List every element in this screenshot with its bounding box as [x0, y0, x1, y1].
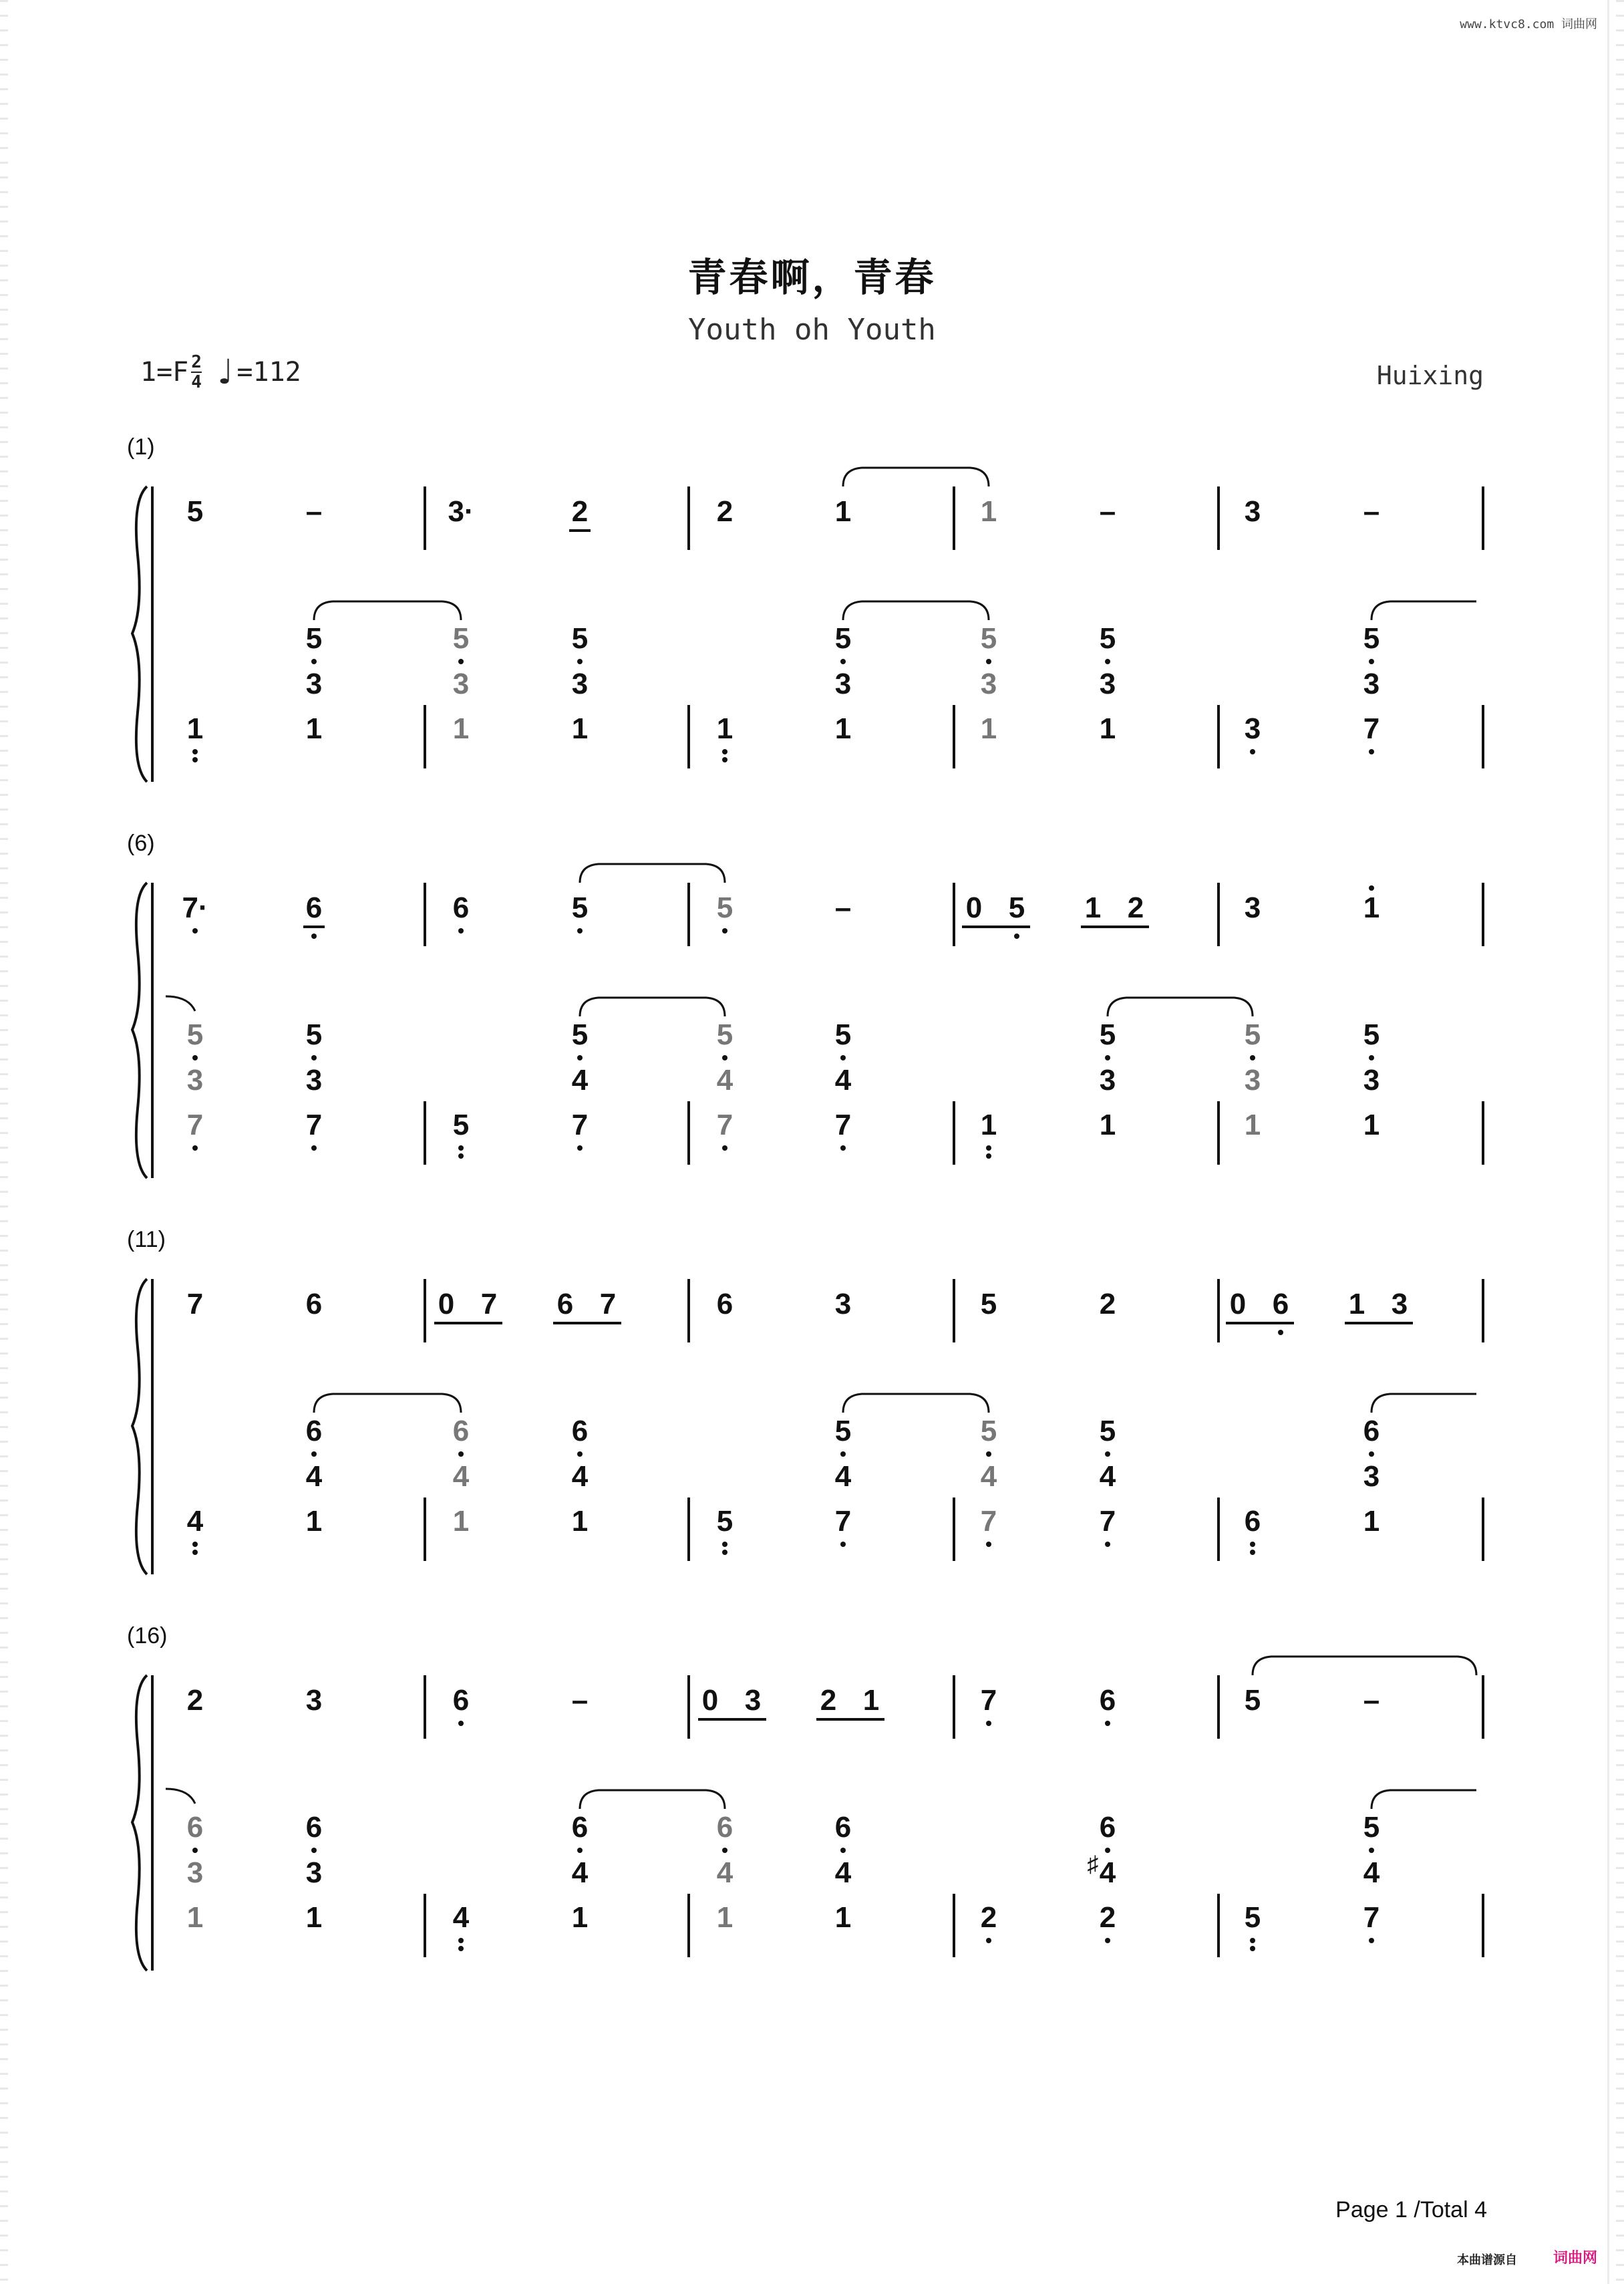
quarter-note-icon: ♩: [213, 351, 236, 393]
chord-note-lower: 4: [571, 1460, 589, 1493]
chord-tie: [580, 998, 725, 1016]
grand-staff-brace: [132, 1279, 147, 1574]
octave-below-dot: [1014, 934, 1019, 939]
chord-note-upper: 5: [305, 622, 323, 655]
chord-note-upper: 5: [1363, 1811, 1380, 1844]
melody-note: 6: [716, 1288, 734, 1320]
octave-below-dot: [986, 1721, 991, 1726]
bass-note: 7: [186, 1109, 204, 1141]
chord-note-upper: 6: [305, 1811, 323, 1844]
octave-below-dot: [577, 1145, 583, 1151]
chord-note-lower: 4: [571, 1856, 589, 1889]
bass-note: 1: [834, 1901, 852, 1934]
chord-note-upper: 5: [1363, 1018, 1380, 1051]
chord-tie: [314, 601, 461, 620]
chord-dot: [1369, 1055, 1374, 1060]
chord-dot: [1369, 1451, 1374, 1457]
chord-note-lower: 4: [305, 1460, 323, 1493]
melody-note: 0: [701, 1684, 719, 1717]
bass-note: 1: [834, 712, 852, 745]
chord-dot: [311, 1055, 317, 1060]
octave-below-dot: [1105, 1938, 1110, 1943]
chord-note-upper: 6: [1363, 1415, 1380, 1447]
bass-note: 1: [716, 1901, 734, 1934]
chord-dot: [986, 659, 991, 664]
chord-note-lower: 3: [1099, 668, 1116, 700]
melody-note: 2: [820, 1684, 837, 1717]
melody-note: 1: [980, 495, 997, 528]
octave-below-dot: [840, 1145, 846, 1151]
bass-note: 1: [452, 712, 470, 745]
octave-below-dot: [311, 934, 317, 939]
octave-below-dot: [458, 928, 464, 934]
octave-below-dot: [722, 1145, 727, 1151]
chord-note-lower: 3: [571, 668, 589, 700]
bass-note: 7: [1363, 712, 1380, 745]
melody-note: 0: [965, 891, 983, 924]
chord-note-lower: 4: [980, 1460, 997, 1493]
chord-note-lower: 3: [305, 1064, 323, 1097]
chord-tie: [314, 1394, 461, 1413]
bass-note: 3: [1244, 712, 1261, 745]
melody-note: 5: [1008, 891, 1025, 924]
chord-note-upper: 5: [571, 1018, 589, 1051]
melody-note: 2: [716, 495, 734, 528]
grand-staff-brace: [132, 486, 147, 782]
chord-note-upper: 5: [716, 1018, 734, 1051]
chord-dot: [458, 1451, 464, 1457]
octave-below-dot: [722, 928, 727, 934]
chord-dot: [311, 1848, 317, 1853]
brand-logo: 词曲网: [1553, 2249, 1597, 2266]
chord-note-upper: 5: [1244, 1018, 1261, 1051]
melody-tie: [1253, 1657, 1476, 1675]
melody-note: 6: [1272, 1288, 1289, 1320]
chord-dot: [1105, 1451, 1110, 1457]
melody-note: 3: [744, 1684, 762, 1717]
bass-note: 7: [980, 1505, 997, 1538]
bass-note: 7: [834, 1109, 852, 1141]
melody-note: 7: [980, 1684, 997, 1717]
chord-note-lower: 4: [571, 1064, 589, 1097]
chord-dot: [1105, 1055, 1110, 1060]
bass-note: 1: [571, 1505, 589, 1538]
chord-dot: [311, 659, 317, 664]
melody-note: 3: [305, 1684, 323, 1717]
melody-note: 0: [438, 1288, 455, 1320]
composer: Huixing: [1376, 361, 1484, 390]
melody-note: 5: [716, 891, 734, 924]
octave-below-dot: [577, 928, 583, 934]
melody-note: 7: [599, 1288, 617, 1320]
chord-note-lower: 4: [1099, 1460, 1116, 1493]
chord-dot: [192, 1848, 198, 1853]
octave-below-dot: [722, 1550, 727, 1555]
chord-tie-open: [1371, 1394, 1476, 1413]
bass-note: 5: [716, 1505, 734, 1538]
octave-below-dot: [1250, 1938, 1255, 1943]
chord-tie-open: [1371, 1790, 1476, 1809]
chord-dot: [577, 1055, 583, 1060]
bass-note: 4: [452, 1901, 470, 1934]
chord-note-lower: 4: [452, 1460, 470, 1493]
chord-note-lower: 3: [186, 1064, 204, 1097]
chord-note-upper: 6: [305, 1415, 323, 1447]
bass-note: 7: [1099, 1505, 1116, 1538]
bass-note: 1: [186, 1901, 204, 1934]
melody-note: 6: [305, 891, 323, 924]
chord-note-upper: 5: [1099, 1018, 1116, 1051]
chord-note-upper: 6: [571, 1415, 589, 1447]
chord-note-upper: 6: [834, 1811, 852, 1844]
bass-note: 7: [305, 1109, 323, 1141]
chord-dot: [722, 1055, 727, 1060]
chord-dot: [722, 1848, 727, 1853]
chord-note-upper: 5: [1099, 1415, 1116, 1447]
melody-note: 5: [186, 495, 204, 528]
chord-dot: [1105, 659, 1110, 664]
bass-note: 1: [980, 712, 997, 745]
grand-staff-brace: [132, 1675, 147, 1971]
melody-note: 6: [452, 1684, 470, 1717]
bass-note: 7: [1363, 1901, 1380, 1934]
melody-note: 5: [1244, 1684, 1261, 1717]
bass-note: 1: [571, 1901, 589, 1934]
bass-note: 1: [1099, 1109, 1116, 1141]
chord-dot: [1369, 1848, 1374, 1853]
octave-below-dot: [458, 1946, 464, 1951]
melody-note: –: [571, 1684, 589, 1717]
octave-below-dot: [1250, 1946, 1255, 1951]
octave-below-dot: [1369, 1938, 1374, 1943]
chord-tie: [843, 1394, 989, 1413]
octave-below-dot: [1105, 1542, 1110, 1547]
bass-note: 1: [186, 712, 204, 745]
bass-note: 1: [305, 1901, 323, 1934]
chord-dot: [458, 659, 464, 664]
chord-dot: [311, 1451, 317, 1457]
octave-below-dot: [458, 1721, 464, 1726]
octave-below-dot: [1250, 749, 1255, 754]
octave-below-dot: [1278, 1330, 1283, 1335]
bass-note: 1: [1363, 1505, 1380, 1538]
bass-note: 2: [980, 1901, 997, 1934]
measure-number: (6): [127, 831, 155, 856]
melody-note: 6: [452, 891, 470, 924]
melody-note: –: [1099, 495, 1116, 528]
octave-below-dot: [1250, 1550, 1255, 1555]
melody-note: 2: [186, 1684, 204, 1717]
melody-note: 5: [980, 1288, 997, 1320]
octave-below-dot: [458, 1145, 464, 1151]
octave-below-dot: [1369, 749, 1374, 754]
octave-below-dot: [722, 757, 727, 762]
chord-note-upper: 5: [571, 622, 589, 655]
octave-above-dot: [1369, 885, 1374, 891]
song-subtitle: Youth oh Youth: [688, 313, 936, 347]
chord-note-upper: 6: [571, 1811, 589, 1844]
bass-note: 1: [305, 1505, 323, 1538]
melody-note: 1: [834, 495, 852, 528]
octave-below-dot: [192, 1542, 198, 1547]
melody-note: 1: [1084, 891, 1102, 924]
bass-note: 4: [186, 1505, 204, 1538]
chord-tie: [843, 601, 989, 620]
chord-note-upper: 5: [1099, 622, 1116, 655]
site-watermark: www.ktvc8.com 词曲网: [1460, 17, 1597, 31]
melody-tie: [580, 864, 725, 883]
melody-note: 0: [1229, 1288, 1247, 1320]
chord-dot: [840, 659, 846, 664]
octave-below-dot: [458, 1938, 464, 1943]
chord-tie-open: [1371, 601, 1476, 620]
chord-note-upper: 6: [1099, 1811, 1116, 1844]
melody-note: 3: [1244, 495, 1261, 528]
melody-note: –: [1363, 1684, 1380, 1717]
chord-note-upper: 5: [186, 1018, 204, 1051]
song-title: 青春啊，青春: [687, 255, 937, 300]
bass-note: 1: [716, 712, 734, 745]
melody-note: –: [1363, 495, 1380, 528]
melody-note: 3: [1244, 891, 1261, 924]
chord-tie-continued: [166, 1789, 195, 1804]
melody-note: 6: [1099, 1684, 1116, 1717]
octave-below-dot: [192, 749, 198, 754]
melody-note: 7: [186, 1288, 204, 1320]
chord-note-lower: 4: [834, 1460, 852, 1493]
chord-dot: [192, 1055, 198, 1060]
chord-tie-continued: [166, 996, 195, 1011]
melody-note: 2: [1099, 1288, 1116, 1320]
bass-note: 5: [1244, 1901, 1261, 1934]
chord-note-lower: 3: [1363, 668, 1380, 700]
melody-tie: [843, 468, 989, 486]
octave-below-dot: [192, 928, 198, 934]
melody-note: 7: [480, 1288, 498, 1320]
tempo: =112: [236, 356, 301, 388]
melody-note: 2: [571, 495, 589, 528]
octave-below-dot: [722, 1542, 727, 1547]
melody-note: 3·: [448, 495, 474, 528]
octave-below-dot: [1250, 1542, 1255, 1547]
octave-below-dot: [192, 757, 198, 762]
chord-note-upper: 5: [980, 622, 997, 655]
chord-dot: [577, 1451, 583, 1457]
chord-note-lower: 3: [1363, 1460, 1380, 1493]
bass-note: 6: [1244, 1505, 1261, 1538]
melody-note: 7·: [182, 891, 208, 924]
chord-note-lower: 3: [452, 668, 470, 700]
melody-note: 1: [862, 1684, 880, 1717]
melody-note: 6: [556, 1288, 574, 1320]
bass-note: 1: [571, 712, 589, 745]
bass-note: 7: [571, 1109, 589, 1141]
chord-note-lower: 4: [834, 1856, 852, 1889]
sharp-icon: ♯: [1087, 1852, 1099, 1877]
chord-note-upper: 6: [186, 1811, 204, 1844]
bass-note: 2: [1099, 1901, 1116, 1934]
chord-tie: [580, 1790, 725, 1809]
chord-dot: [840, 1055, 846, 1060]
measure-number: (11): [127, 1227, 166, 1252]
chord-note-lower: 4: [1363, 1856, 1380, 1889]
key: 1=F: [140, 356, 189, 388]
chord-note-upper: 5: [1363, 622, 1380, 655]
chord-note-lower: 3: [1363, 1064, 1380, 1097]
chord-note-lower: 4: [834, 1064, 852, 1097]
octave-below-dot: [1105, 1721, 1110, 1726]
bass-note: 7: [716, 1109, 734, 1141]
melody-note: 6: [305, 1288, 323, 1320]
melody-note: 3: [834, 1288, 852, 1320]
chord-note-lower: 4: [1099, 1856, 1116, 1889]
bass-note: 1: [1244, 1109, 1261, 1141]
chord-note-lower: 4: [716, 1856, 734, 1889]
bass-note: 1: [1099, 712, 1116, 745]
octave-below-dot: [840, 1542, 846, 1547]
chord-dot: [986, 1451, 991, 1457]
chord-note-lower: 3: [980, 668, 997, 700]
grand-staff-brace: [132, 883, 147, 1178]
bass-note: 1: [980, 1109, 997, 1141]
chord-note-lower: 3: [305, 668, 323, 700]
melody-note: 2: [1127, 891, 1144, 924]
chord-note-lower: 3: [1099, 1064, 1116, 1097]
chord-note-lower: 3: [1244, 1064, 1261, 1097]
chord-tie: [1108, 998, 1253, 1016]
chord-note-lower: 3: [305, 1856, 323, 1889]
source-note: 本曲谱源自: [1457, 2253, 1517, 2267]
chord-note-upper: 5: [980, 1415, 997, 1447]
chord-note-upper: 6: [716, 1811, 734, 1844]
chord-note-upper: 5: [834, 1018, 852, 1051]
octave-below-dot: [986, 1542, 991, 1547]
time-signature: $\frac{2}{4}$: [191, 351, 202, 392]
measure-number: (1): [127, 434, 155, 460]
chord-note-upper: 5: [834, 622, 852, 655]
chord-note-upper: 5: [452, 622, 470, 655]
chord-dot: [577, 1848, 583, 1853]
chord-note-upper: 6: [452, 1415, 470, 1447]
measure-number: (16): [127, 1623, 168, 1649]
chord-note-lower: 3: [186, 1856, 204, 1889]
chord-note-lower: 3: [834, 668, 852, 700]
bass-note: 5: [452, 1109, 470, 1141]
octave-below-dot: [192, 1550, 198, 1555]
page-indicator: Page 1 /Total 4: [1335, 2197, 1487, 2223]
bass-note: 7: [834, 1505, 852, 1538]
melody-note: 1: [1363, 891, 1380, 924]
octave-below-dot: [986, 1938, 991, 1943]
chord-dot: [577, 659, 583, 664]
bass-note: 1: [305, 712, 323, 745]
chord-dot: [1105, 1848, 1110, 1853]
melody-note: 1: [1348, 1288, 1365, 1320]
chord-note-lower: 4: [716, 1064, 734, 1097]
melody-note: –: [834, 891, 852, 924]
octave-below-dot: [192, 1145, 198, 1151]
chord-dot: [840, 1451, 846, 1457]
octave-below-dot: [722, 749, 727, 754]
octave-below-dot: [458, 1153, 464, 1159]
chord-note-upper: 5: [834, 1415, 852, 1447]
octave-below-dot: [986, 1153, 991, 1159]
octave-below-dot: [986, 1145, 991, 1151]
chord-dot: [840, 1848, 846, 1853]
chord-dot: [1369, 659, 1374, 664]
bass-note: 1: [1363, 1109, 1380, 1141]
octave-below-dot: [311, 1145, 317, 1151]
melody-note: –: [305, 495, 323, 528]
chord-dot: [1250, 1055, 1255, 1060]
bass-note: 1: [452, 1505, 470, 1538]
melody-note: 3: [1391, 1288, 1408, 1320]
melody-note: 5: [571, 891, 589, 924]
chord-note-upper: 5: [305, 1018, 323, 1051]
